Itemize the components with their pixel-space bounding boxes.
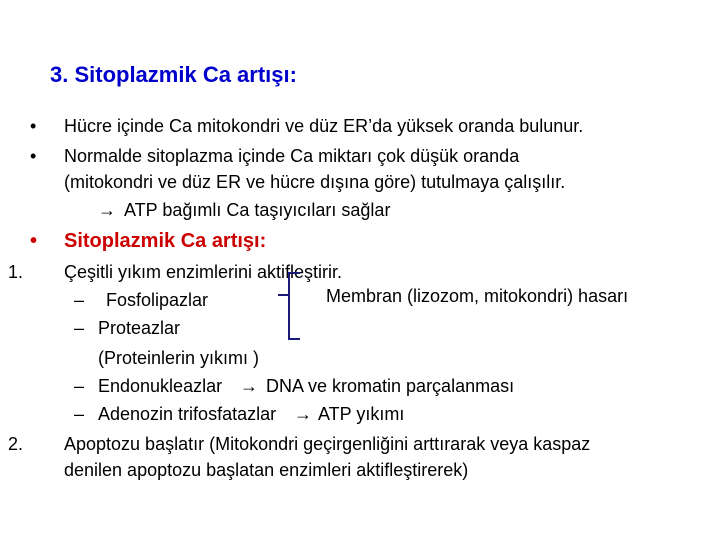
bullet-mark: • [30, 116, 37, 136]
list-item-text: Çeşitli yıkım enzimlerini aktifleştirir. [64, 262, 343, 282]
bracket-pointer [278, 294, 288, 296]
section-bullet-mark: • [30, 230, 38, 252]
atpaz-note: ATP yıkımı [318, 404, 405, 424]
grouping-bracket [288, 272, 300, 340]
section-heading: Sitoplazmik Ca artışı: [64, 230, 267, 252]
sub-item-proteazlar: Proteazlar [98, 318, 181, 338]
sub-item-fosfolipazlar: Fosfolipazlar [106, 290, 209, 310]
endonukleazlar-note: DNA ve kromatin parçalanması [266, 376, 515, 396]
list-number: 2. [8, 434, 24, 454]
dash-mark: – [74, 376, 85, 396]
bullet-text-continued: ATP bağımlı Ca taşıyıcıları sağlar [124, 200, 391, 220]
bullet-text: Normalde sitoplazma içinde Ca miktarı çok düşük oranda [64, 146, 520, 166]
bullet-mark: • [30, 146, 37, 166]
arrow-icon: → [98, 200, 116, 220]
sub-item-endonukleazlar: Endonukleazlar [98, 376, 223, 396]
dash-mark: – [74, 290, 85, 310]
bullet-text: Hücre içinde Ca mitokondri ve düz ER’da yüksek oranda bulunur. [64, 116, 584, 136]
slide-title: 3. Sitoplazmik Ca artışı: [50, 62, 297, 87]
arrow-icon: → [240, 376, 258, 396]
dash-mark: – [74, 404, 85, 424]
list-number: 1. [8, 262, 24, 282]
sub-item-atpaz: Adenozin trifosfatazlar [98, 404, 277, 424]
list-item-text: Apoptozu başlatır (Mitokondri geçirgenliğini arttırarak veya kaspaz [64, 434, 591, 454]
list-item-text-continued: denilen apoptozu başlatan enzimleri aktifleştirerek) [64, 460, 469, 480]
membran-note: Membran (lizozom, mitokondri) hasarı [326, 286, 629, 306]
arrow-icon: → [294, 404, 312, 424]
bullet-text-continued: (mitokondri ve düz ER ve hücre dışına göre) tutulmaya çalışılır. [64, 172, 566, 192]
dash-mark: – [74, 318, 85, 338]
proteazlar-note: (Proteinlerin yıkımı ) [98, 348, 260, 368]
